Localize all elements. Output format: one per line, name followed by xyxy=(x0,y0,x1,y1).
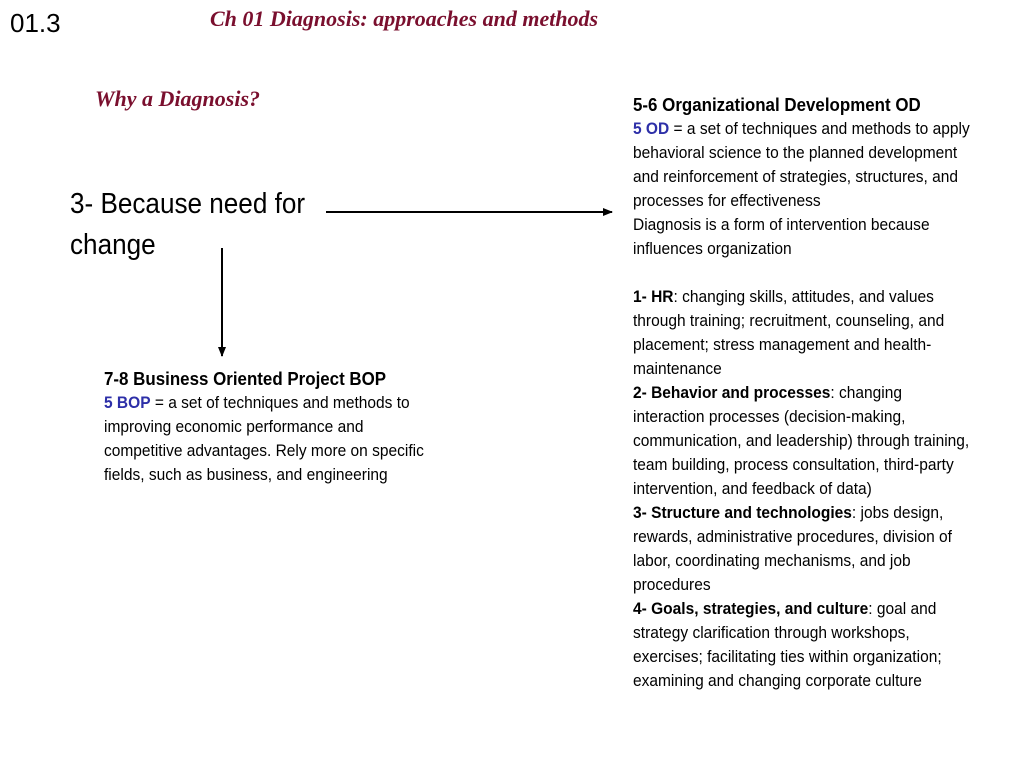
od-item-label: 1- HR xyxy=(633,288,674,306)
od-definition-text: = a set of techniques and methods to apply behavioral science to the planned development and reinforcement of strategies, structures, and processes for effectiveness xyxy=(633,120,970,210)
slide-subtitle: Why a Diagnosis? xyxy=(95,86,261,111)
od-definition xyxy=(633,117,971,213)
od-diagnosis-note: Diagnosis is a form of intervention because influences organization xyxy=(633,216,930,258)
od-item-label: 3- Structure and technologies xyxy=(633,504,852,522)
od-section xyxy=(633,93,971,693)
od-item xyxy=(633,501,971,597)
bop-section xyxy=(104,367,442,487)
main-point-line-2: change xyxy=(70,229,156,261)
od-item-text: : changing interaction processes (decision-making, communication, and leadership) through training, team building, process consultation, third-party intervention, and feedback of data) xyxy=(633,384,970,498)
main-point xyxy=(70,184,313,266)
od-item xyxy=(633,381,971,501)
slide-number: 01.3 xyxy=(10,8,61,38)
bop-definition-label: 5 BOP xyxy=(104,394,151,412)
od-definition-label: 5 OD xyxy=(633,120,670,138)
bop-definition xyxy=(104,391,442,487)
od-item-text: : changing skills, attitudes, and values through training; recruitment, counseling, and placement; stress management and health-maintenance xyxy=(633,288,945,378)
od-item-label: 4- Goals, strategies, and culture xyxy=(633,600,869,618)
od-item-label: 2- Behavior and processes xyxy=(633,384,831,402)
main-point-line-1: 3- Because need for xyxy=(70,188,306,220)
od-item-text: : jobs design, rewards, administrative procedures, division of labor, coordinating mechanisms, and job procedures xyxy=(633,504,952,594)
slide-title: Ch 01 Diagnosis: approaches and methods xyxy=(210,6,599,31)
bop-heading: 7-8 Business Oriented Project BOP xyxy=(104,369,387,389)
od-heading: 5-6 Organizational Development OD xyxy=(633,95,921,115)
bop-definition-text: = a set of techniques and methods to improving economic performance and competitive advantages. Rely more on specific fields, such as business, and engineering xyxy=(104,394,424,484)
od-item-text: : goal and strategy clarification through workshops, exercises; facilitating ties within organization; examining and changing corporate culture xyxy=(633,600,942,690)
od-item xyxy=(633,285,971,381)
od-item xyxy=(633,597,971,693)
